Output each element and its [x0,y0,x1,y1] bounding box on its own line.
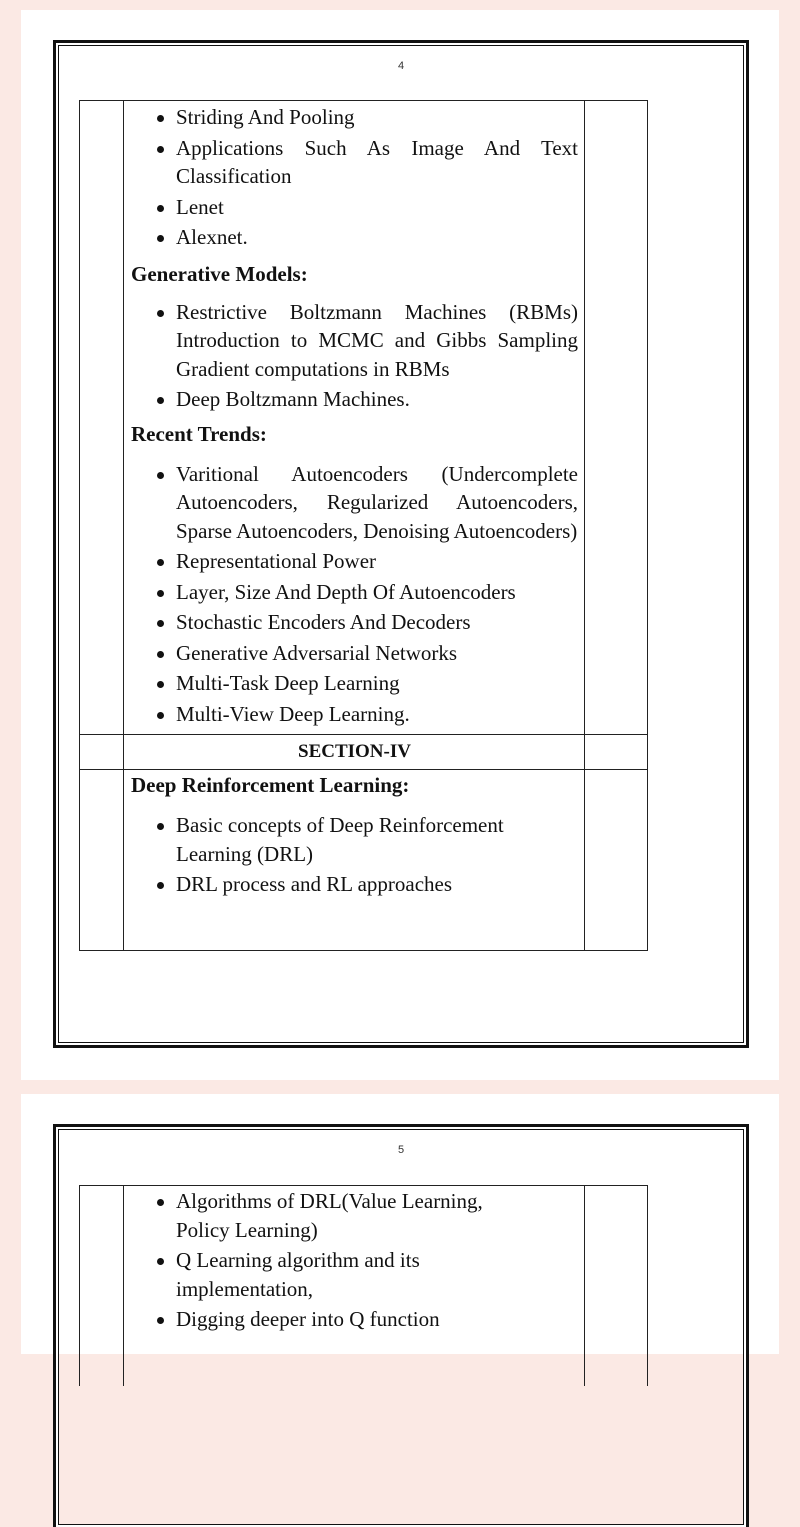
heading-deep-reinforcement-learning: Deep Reinforcement Learning: [131,773,410,797]
list-item: Restrictive Boltzmann Machines (RBMs) Introduction to MCMC and Gibbs Sampling Gradient computations in RBMs [176,298,578,384]
table-cell-left [80,735,124,770]
bullet-list-drl [131,811,578,899]
list-item: Deep Boltzmann Machines. [176,385,578,414]
list-item: Representational Power [176,547,578,576]
table-cell-right [585,770,648,951]
table-cell-right [585,735,648,770]
list-item: Q Learning algorithm and its implementation, [176,1246,518,1303]
page-number: 5 [397,1144,405,1156]
table-row [80,101,648,735]
table-cell-right [585,1186,648,1387]
bullet-list-drl-continued [131,1187,578,1334]
list-item: Stochastic Encoders And Decoders [176,608,578,637]
list-item: Lenet [176,193,578,222]
list-item: Layer, Size And Depth Of Autoencoders [176,578,578,607]
list-item: Digging deeper into Q function [176,1305,518,1334]
syllabus-table [79,100,648,951]
table-cell-left [80,1186,124,1387]
list-item: Algorithms of DRL(Value Learning, Policy Learning) [176,1187,518,1244]
table-cell-content [124,101,585,735]
bullet-list-cnn [131,103,578,252]
list-item: Striding And Pooling [176,103,578,132]
list-item: Multi-Task Deep Learning [176,669,578,698]
list-item: Applications Such As Image And Text Classification [176,134,578,191]
heading-recent-trends: Recent Trends: [131,421,267,446]
table-row [80,770,648,951]
bullet-list-recent [131,460,578,729]
table-cell-right [585,101,648,735]
page-number: 4 [397,60,405,72]
table-cell-left [80,770,124,951]
list-item: Varitional Autoencoders (Undercomplete Autoencoders, Regularized Autoencoders, Sparse Autoencoders, Denoising Autoencoders) [176,460,578,546]
bullet-list-generative [131,298,578,414]
list-item: DRL process and RL approaches [176,870,538,899]
document-page-4 [21,10,779,1080]
list-item: Alexnet. [176,223,578,252]
syllabus-table [79,1185,648,1386]
table-cell-content [124,770,585,951]
table-row [80,1186,648,1387]
table-cell-section [124,735,585,770]
table-cell-content [124,1186,585,1387]
list-item: Basic concepts of Deep Reinforcement Learning (DRL) [176,811,538,868]
heading-generative-models: Generative Models: [131,261,308,286]
section-title: SECTION-IV [298,741,411,762]
table-row [80,735,648,770]
list-item: Multi-View Deep Learning. [176,700,578,729]
table-cell-left [80,101,124,735]
document-page-5 [21,1094,779,1354]
list-item: Generative Adversarial Networks [176,639,578,668]
